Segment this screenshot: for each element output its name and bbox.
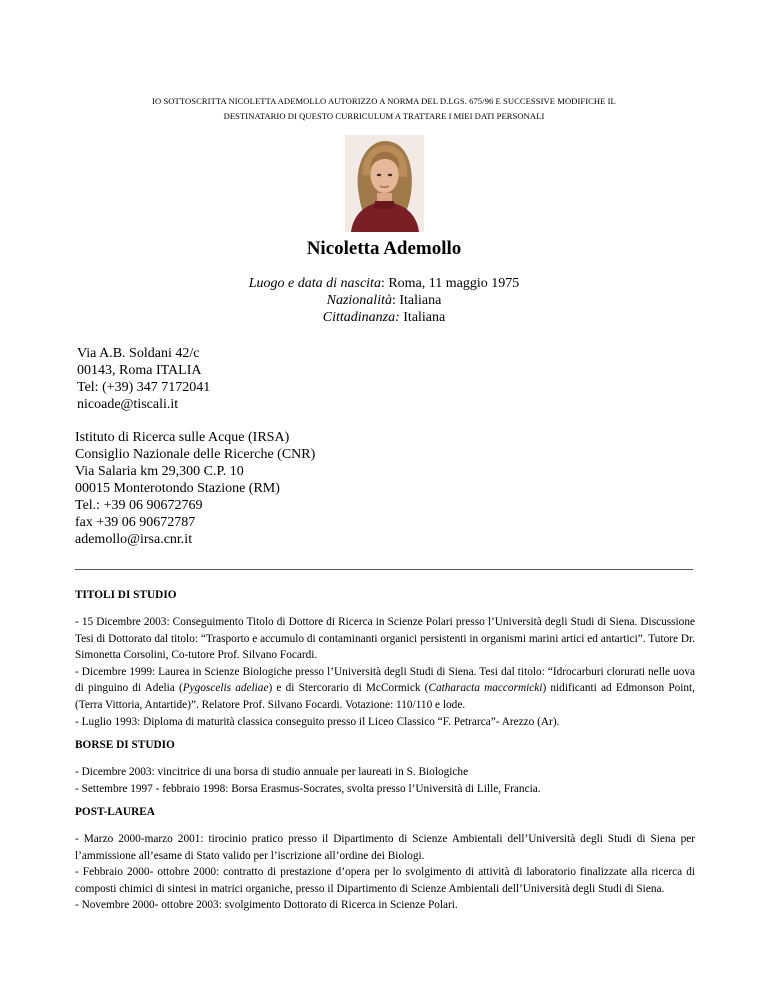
postlaurea-item-1: - Marzo 2000-marzo 2001: tirocinio pratico presso il Dipartimento di Scienze Ambientali dell’Università degli Studi di Siena per l’ammissione all’esame di Stato valido per l’iscrizione all’ordine dei Biologi.	[75, 833, 695, 862]
person-name: Nicoletta Ademollo	[306, 238, 462, 259]
section-divider	[75, 569, 693, 570]
titoli-item-3: - Luglio 1993: Diploma di maturità classica conseguito presso il Liceo Classico “F. Petrarca”- Arezzo (Ar).	[75, 715, 560, 728]
consent-line-2: DESTINATARIO DI QUESTO CURRICULUM A TRATTARE I MIEI DATI PERSONALI	[223, 111, 545, 121]
institute-org: Consiglio Nazionale delle Ricerche (CNR)	[75, 447, 316, 462]
institute-city: 00015 Monterotondo Stazione (RM)	[75, 481, 280, 496]
section-borse	[75, 764, 695, 797]
section-title-postlaurea: POST-LAUREA	[75, 806, 155, 818]
postlaurea-item-3: - Novembre 2000- ottobre 2003: svolgimento Dottorato di Ricerca in Scienze Polari.	[75, 899, 458, 912]
citizenship-label: Cittadinanza:	[322, 310, 400, 325]
home-address	[77, 345, 210, 413]
birth-label: Luogo e data di nascita	[248, 276, 381, 291]
address-phone: Tel: (+39) 347 7172041	[77, 380, 211, 395]
birth-row	[0, 275, 768, 292]
institute-fax: fax +39 06 90672787	[75, 515, 196, 530]
profile-photo	[345, 135, 424, 232]
titoli-item-2: - Dicembre 1999: Laurea in Scienze Biologiche presso l’Università degli Studi di Siena. Tesi dal titolo: “Idrocarburi clorurati nelle uova di pinguino di Adelia (Pygoscelis adeliae) e di Stercorario di McCormick (Catharacta maccormicki) nidificanti ad Edmonson Point, (Terra Vittoria, Antartide)”. Relatore Prof. Silvano Focardi. Votazione: 110/110 e lode.	[75, 665, 696, 711]
birth-value: : Roma, 11 maggio 1975	[380, 276, 520, 291]
citizenship-value: Italiana	[399, 310, 446, 325]
institute-email: ademollo@irsa.cnr.it	[75, 532, 193, 547]
nationality-value: : Italiana	[391, 293, 442, 308]
nationality-label: Nazionalità	[326, 293, 392, 308]
address-city: 00143, Roma ITALIA	[77, 363, 202, 378]
postlaurea-item-2: - Febbraio 2000- ottobre 2000: contratto di prestazione d’opera per lo svolgimento di attività di laboratorio finalizzate alla ricerca di composti chimici di sintesi in matrici organiche, presso il Dipartimento di Scienze Ambientali dell’Università degli Studi di Siena.	[75, 866, 695, 895]
consent-line-1: IO SOTTOSCRITTA NICOLETTA ADEMOLLO AUTORIZZO A NORMA DEL D.LGS. 675/96 E SUCCESSIVE MODIFICHE IL	[152, 96, 616, 106]
citizenship-row	[0, 309, 768, 326]
nationality-row	[0, 292, 768, 309]
address-street: Via A.B. Soldani 42/c	[77, 346, 200, 361]
personal-details	[0, 275, 768, 326]
institute-name: Istituto di Ricerca sulle Acque (IRSA)	[75, 430, 290, 445]
section-postlaurea	[75, 831, 695, 914]
titoli-item-1: - 15 Dicembre 2003: Conseguimento Titolo di Dottore di Ricerca in Scienze Polari presso l’Università degli Studi di Siena. Discussione Tesi di Dottorato dal titolo: “Trasporto e accumulo di contaminanti organici persistenti in organismi marini artici ed antartici”. Tutore Dr. Simonetta Corsolini, Co-tutore Prof. Silvano Focardi.	[75, 616, 695, 662]
portrait-image	[345, 135, 424, 232]
borse-item-1: - Dicembre 2003: vincitrice di una borsa di studio annuale per laureati in S. Biologiche	[75, 766, 469, 778]
institute-phone: Tel.: +39 06 90672769	[75, 498, 203, 513]
section-title-titoli: TITOLI DI STUDIO	[75, 589, 177, 601]
section-title-borse: BORSE DI STUDIO	[75, 739, 175, 751]
borse-item-2: - Settembre 1997 - febbraio 1998: Borsa Erasmus-Socrates, svolta presso l’Università di Lille, Francia.	[75, 782, 541, 795]
address-email: nicoade@tiscali.it	[77, 397, 179, 412]
privacy-consent	[75, 94, 693, 124]
section-titoli	[75, 614, 695, 730]
institute-address	[75, 429, 315, 548]
institute-street: Via Salaria km 29,300 C.P. 10	[75, 464, 244, 479]
